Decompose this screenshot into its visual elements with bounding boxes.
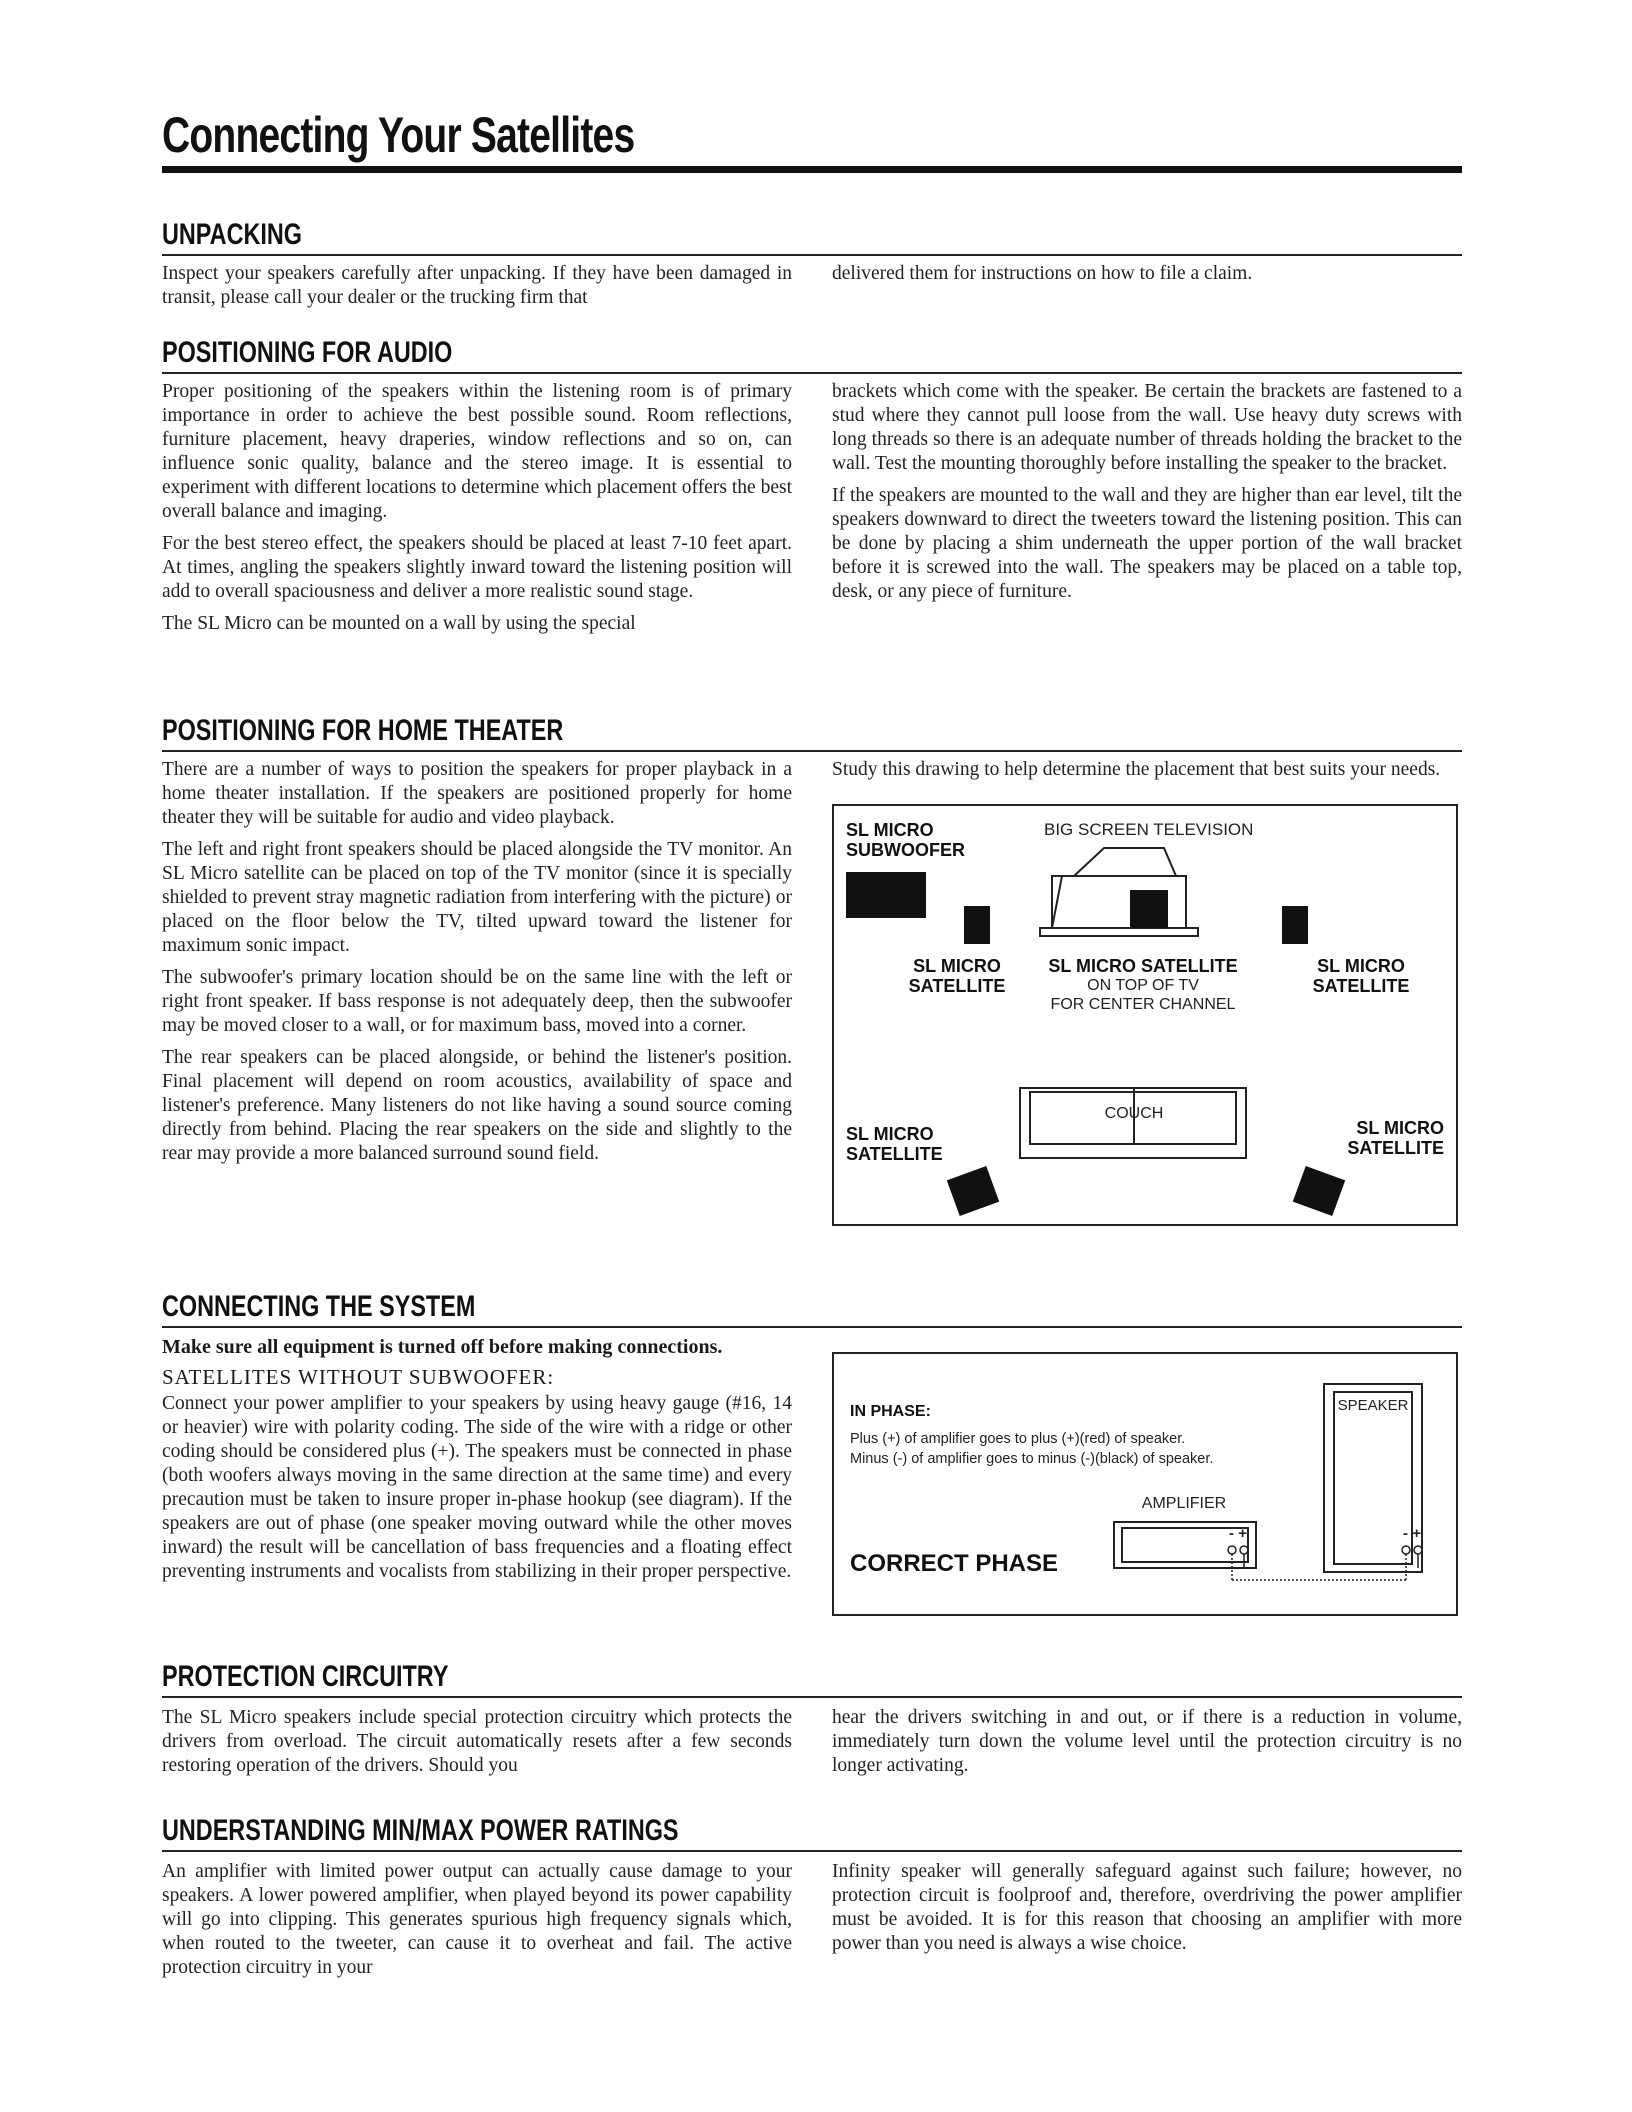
speaker-terminals: - + [1403, 1525, 1421, 1542]
column-right [832, 380, 1462, 644]
center-satellite-sublabel [1048, 976, 1238, 1014]
section-positioning-home-theater [162, 714, 1462, 1226]
column-left [162, 1706, 792, 1786]
section-heading: CONNECTING THE SYSTEM [162, 1290, 476, 1323]
section-rule [162, 1326, 1462, 1328]
in-phase-line-1: Plus (+) of amplifier goes to plus (+)(red) of speaker. [850, 1431, 1186, 1447]
paragraph: The rear speakers can be placed alongside, or behind the listener's position. Final placement will depend on room acoustics, availability of space and listener's preference. Many listeners do not like having a sound source coming directly from behind. Placing the rear speakers on the side and slightly to the rear may provide a more balanced surround sound field. [162, 1047, 792, 1164]
paragraph: delivered them for instructions on how to file a claim. [832, 263, 1253, 284]
tv-label: BIG SCREEN TELEVISION [1044, 820, 1254, 839]
correct-phase-label: CORRECT PHASE [850, 1550, 1059, 1577]
warning-line: Make sure all equipment is turned off before making connections. [162, 1336, 723, 1358]
section-heading: UNPACKING [162, 218, 302, 251]
subwoofer-label [846, 820, 965, 860]
column-left [162, 758, 792, 1226]
rear-right-satellite-label [1347, 1118, 1444, 1158]
section-rule [162, 372, 1462, 374]
amplifier-label: AMPLIFIER [1141, 1495, 1227, 1512]
column-left [162, 1336, 792, 1616]
paragraph: Infinity speaker will generally safeguard against such failure; however, no protection circuit is foolproof and, therefore, overdriving the power amplifier must be avoided. It is for this reason that choosing an amplifier with more power than you need is always a wise choice. [832, 1861, 1462, 1954]
in-phase-line-2: Minus (-) of amplifier goes to minus (-)(black) of speaker. [850, 1451, 1214, 1467]
paragraph: For the best stereo effect, the speakers should be placed at least 7-10 feet apart. At times, angling the speakers slightly inward toward the listening position will add to overall spaciousness and deliver a more realistic sound stage. [162, 533, 792, 602]
label-line: SL MICRO [1356, 1118, 1444, 1138]
paragraph: hear the drivers switching in and out, or if there is a reduction in volume, immediately turn down the volume level until the protection circuitry is no longer activating. [832, 1707, 1462, 1776]
paragraph: Study this drawing to help determine the placement that best suits your needs. [832, 759, 1441, 780]
column-right [832, 1860, 1462, 1988]
section-heading: PROTECTION CIRCUITRY [162, 1660, 449, 1693]
column-left [162, 262, 792, 318]
label-line: SL MICRO [1317, 956, 1405, 976]
label-line: SATELLITE [1312, 976, 1410, 996]
label-line: SATELLITE [1347, 1138, 1444, 1158]
right-satellite-label [1296, 956, 1426, 996]
section-heading: POSITIONING FOR AUDIO [162, 336, 453, 369]
label-line: SL MICRO [913, 956, 1001, 976]
section-protection-circuitry [162, 1660, 1462, 1786]
center-satellite-label [1048, 956, 1238, 976]
front-right-satellite [1282, 906, 1308, 944]
label-line: SL MICRO [846, 1124, 934, 1144]
section-rule [162, 750, 1462, 752]
speaker-label: SPEAKER [1337, 1397, 1409, 1414]
paragraph: Proper positioning of the speakers within the listening room is of primary importance in order to achieve the best possible sound. Room reflections, furniture placement, heavy draperies, window reflections and so on, can influence sonic quality, balance and the stereo image. It is essential to experiment with different locations to determine which placement offers the best overall balance and imaging. [162, 381, 792, 522]
paragraph: The SL Micro speakers include special protection circuitry which protects the drivers from overload. The circuit automatically resets after a few seconds restoring operation of the drivers. Should you [162, 1707, 792, 1776]
column-left [162, 1860, 792, 1988]
subwoofer-label-line2: SUBWOOFER [846, 840, 965, 860]
section-rule [162, 1696, 1462, 1698]
in-phase-label: IN PHASE: [850, 1403, 931, 1420]
section-positioning-audio [162, 336, 1462, 644]
label-line: FOR CENTER CHANNEL [1050, 996, 1236, 1013]
column-right [832, 758, 1462, 1226]
home-theater-placement-diagram [832, 804, 1458, 1226]
left-satellite-label [892, 956, 1022, 996]
rear-left-satellite-label [846, 1124, 943, 1164]
subwoofer-speaker [846, 872, 926, 918]
paragraph: The subwoofer's primary location should be on the same line with the left or right front speaker. If bass response is not adequately deep, then the subwoofer may be moved closer to a wall, or for maximum bass, moved into a corner. [162, 967, 792, 1036]
paragraph: Inspect your speakers carefully after unpacking. If they have been damaged in transit, please call your dealer or the trucking firm that [162, 263, 792, 308]
couch-label: COUCH [1104, 1105, 1164, 1122]
label-line: SATELLITE [846, 1144, 943, 1164]
section-power-ratings [162, 1814, 1462, 1988]
column-left [162, 380, 792, 644]
center-satellite [1130, 890, 1168, 928]
front-left-satellite [964, 906, 990, 944]
paragraph: An amplifier with limited power output can actually cause damage to your speakers. A lower powered amplifier, when played beyond its power capability will go into clipping. This generates spurious high frequency signals which, when routed to the tweeter, can cause it to overheat and fail. The active protection circuitry in your [162, 1861, 792, 1978]
paragraph: Connect your power amplifier to your speakers by using heavy gauge (#16, 14 or heavier) wire with polarity coding. The side of the wire with a ridge or other coding should be considered plus (+). The speakers must be connected in phase (both woofers always moving in the same direction at the same time) and every precaution must be taken to insure proper in-phase hookup (see diagram). If the speakers are out of phase (one speaker moving outward while the other moves inward) the result will be cancellation of bass frequencies and a floating effect preventing instruments and vocalists from stabilizing in their proper perspective. [162, 1393, 792, 1582]
section-unpacking [162, 218, 1462, 318]
label-line: SL MICRO SATELLITE [1048, 956, 1238, 976]
paragraph: brackets which come with the speaker. Be certain the brackets are fastened to a stud where they cannot pull loose from the wall. Use heavy duty screws with long threads so there is an adequate number of threads holding the bracket to the wall. Test the mounting thoroughly before installing the speaker to the bracket. [832, 381, 1462, 474]
paragraph: The left and right front speakers should be placed alongside the TV monitor. An SL Micro satellite can be placed on top of the TV monitor (since it is specially shielded to prevent stray magnetic radiation from interfering with the picture) or placed on the floor below the TV, tilted upward toward the listener for maximum sonic impact. [162, 839, 792, 956]
subwoofer-label-line1: SL MICRO [846, 820, 934, 840]
paragraph: There are a number of ways to position the speakers for proper playback in a home theater installation. If the speakers are positioned properly for home theater they will be suitable for audio and video playback. [162, 759, 792, 828]
section-connecting-system [162, 1290, 1462, 1616]
correct-phase-diagram [832, 1352, 1458, 1616]
label-line: SATELLITE [908, 976, 1006, 996]
section-rule [162, 254, 1462, 256]
subheading: SATELLITES WITHOUT SUBWOOFER: [162, 1365, 555, 1389]
column-right [832, 1706, 1462, 1786]
page-title: Connecting Your Satellites [162, 107, 635, 163]
section-heading: POSITIONING FOR HOME THEATER [162, 714, 564, 747]
title-rule [162, 166, 1462, 173]
section-rule [162, 1850, 1462, 1852]
paragraph: The SL Micro can be mounted on a wall by using the special [162, 613, 636, 634]
column-right [832, 262, 1462, 318]
section-heading: UNDERSTANDING MIN/MAX POWER RATINGS [162, 1814, 679, 1847]
amplifier-terminals: - + [1229, 1525, 1247, 1542]
label-line: ON TOP OF TV [1087, 977, 1199, 994]
column-right [832, 1336, 1462, 1616]
paragraph: If the speakers are mounted to the wall and they are higher than ear level, tilt the speakers downward to direct the tweeters toward the listening position. This can be done by placing a shim underneath the upper portion of the wall bracket before it is screwed into the wall. The speakers may be placed on a table top, desk, or any piece of furniture. [832, 485, 1462, 602]
